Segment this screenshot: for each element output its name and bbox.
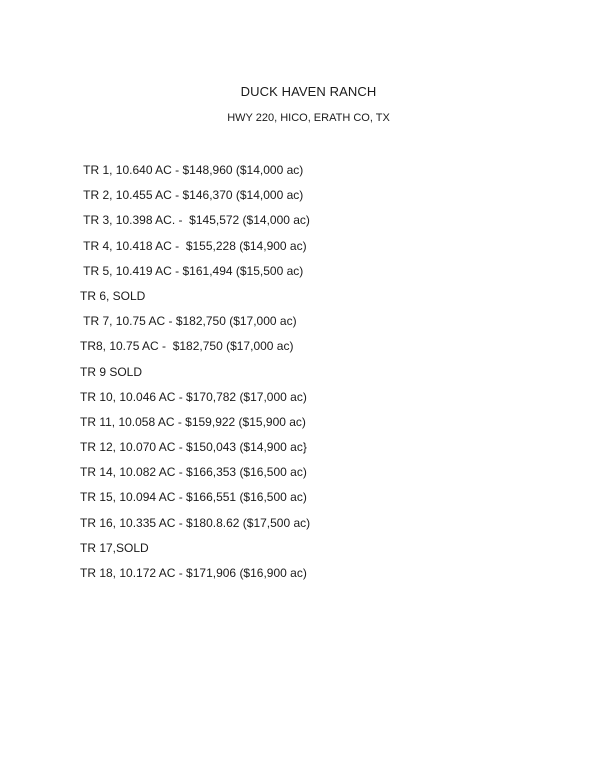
tract-list [80, 160, 310, 588]
document-subtitle: HWY 220, HICO, ERATH CO, TX [227, 112, 390, 124]
document-title: DUCK HAVEN RANCH [240, 84, 377, 99]
tract-line: TR 3, 10.398 AC. - $145,572 ($14,000 ac) [80, 213, 310, 228]
tract-line: TR 12, 10.070 AC - $150,043 ($14,900 ac} [80, 440, 307, 455]
tract-line: TR 1, 10.640 AC - $148,960 ($14,000 ac) [80, 163, 304, 177]
tract-line: TR 5, 10.419 AC - $161,494 ($15,500 ac) [80, 263, 304, 278]
tract-line: TR 4, 10.418 AC - $155,228 ($14,900 ac) [80, 238, 307, 253]
tract-line: TR 2, 10.455 AC - $146,370 ($14,000 ac) [80, 188, 304, 203]
tract-line: TR 9 SOLD [80, 364, 143, 379]
tract-line: TR 17,SOLD [80, 540, 149, 555]
tract-line: TR 6, SOLD [80, 288, 146, 303]
tract-line: TR 7, 10.75 AC - $182,750 ($17,000 ac) [80, 314, 297, 329]
tract-line: TR 18, 10.172 AC - $171,906 ($16,900 ac) [80, 566, 307, 580]
tract-line: TR 15, 10.094 AC - $166,551 ($16,500 ac) [80, 490, 307, 505]
tract-line: TR 14, 10.082 AC - $166,353 ($16,500 ac) [80, 465, 307, 480]
tract-line: TR 16, 10.335 AC - $180.8.62 ($17,500 ac) [80, 515, 311, 530]
tract-line: TR 11, 10.058 AC - $159,922 ($15,900 ac) [80, 414, 306, 429]
tract-line: TR8, 10.75 AC - $182,750 ($17,000 ac) [80, 339, 294, 354]
tract-line: TR 10, 10.046 AC - $170,782 ($17,000 ac) [80, 389, 307, 404]
